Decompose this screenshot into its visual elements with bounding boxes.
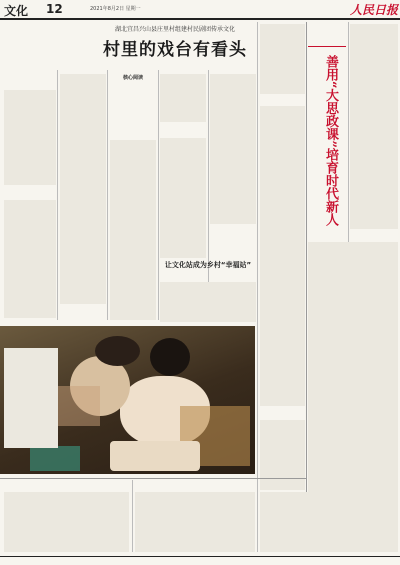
column-divider <box>57 70 58 320</box>
mid-right-top-body <box>210 74 256 224</box>
headline-subtitle: 湖北宜昌兴山县庄里村组建村民剧团传承文化 <box>114 26 235 33</box>
deep-section-body <box>160 138 206 258</box>
bottom-rule <box>0 478 306 479</box>
left-article-body <box>4 90 56 185</box>
right-upper-top-body <box>260 24 305 94</box>
footer-rule <box>0 556 400 557</box>
column-divider <box>107 70 108 320</box>
core-reading-body <box>110 83 156 143</box>
masthead <box>0 0 400 18</box>
column-name: 文化 <box>4 4 29 18</box>
bottom-left-body <box>4 492 129 552</box>
far-right-body <box>350 24 398 229</box>
page-number: 12 <box>46 2 63 16</box>
masthead-rule <box>0 18 400 20</box>
photo-figure <box>95 336 140 366</box>
left-sub-body <box>4 200 56 318</box>
column-divider <box>132 480 133 552</box>
center-col1-body <box>60 74 106 304</box>
photo-foreground <box>110 441 200 471</box>
column-divider <box>306 22 307 552</box>
right-upper-body <box>260 106 305 406</box>
column-divider <box>257 22 258 552</box>
commentary-box <box>160 255 256 270</box>
core-reading-heading: 核心阅读 <box>122 75 143 81</box>
center-col3-top <box>160 74 206 122</box>
photo-foreground <box>30 446 80 471</box>
commentary-title: 让文化站成为乡村“幸福站” <box>164 261 252 269</box>
vertical-headline: 善用“大思政课”培育时代新人 <box>323 55 338 226</box>
right-lower-body <box>260 420 305 490</box>
bottom-far-right-body <box>260 492 398 552</box>
paper-logo: 人民日报 <box>350 3 399 17</box>
far-right-sub-body <box>308 242 398 492</box>
core-reading-box <box>110 74 156 143</box>
headline-title: 村里的戏台有看头 <box>103 40 247 60</box>
photo-caption-body <box>4 348 58 448</box>
center-col2-body <box>110 140 156 320</box>
bottom-right-body <box>135 492 255 552</box>
column-divider <box>158 70 159 320</box>
issue-date: 2021年8月2日 星期一 <box>90 6 141 12</box>
commentary-body <box>160 282 256 322</box>
vertical-headline-rule <box>308 46 346 47</box>
photo-figure <box>150 338 190 376</box>
